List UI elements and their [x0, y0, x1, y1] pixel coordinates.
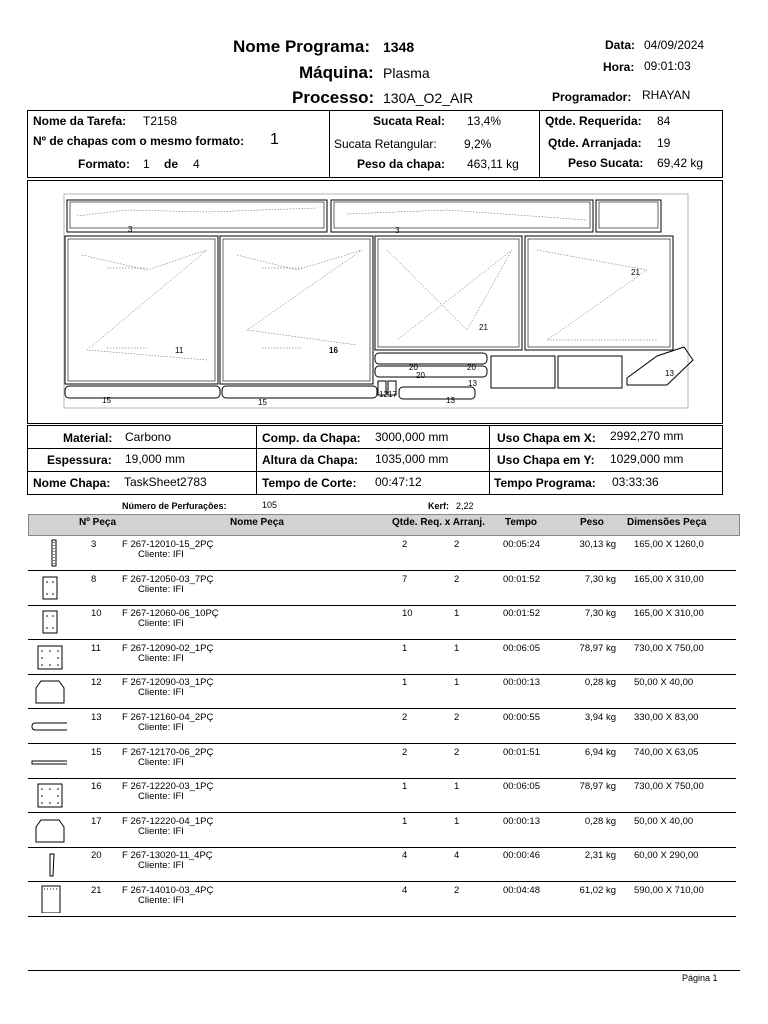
piece-peso: 2,31 kg — [584, 850, 616, 862]
piece-number: 21 — [91, 885, 102, 896]
piece-qtde-arr: 1 — [454, 642, 460, 654]
piece-dim: 50,00 X 40,00 — [634, 677, 694, 689]
peso-sucata-label: Peso Sucata: — [568, 156, 644, 170]
hora-value: 09:01:03 — [644, 59, 691, 73]
piece-qtde-req: 4 — [402, 850, 408, 862]
piece-number: 16 — [91, 781, 102, 793]
piece-peso: 0,28 kg — [584, 815, 616, 827]
piece-number: 12 — [91, 677, 102, 689]
piece-peso: 78,97 kg — [579, 642, 616, 654]
material-label: Material: — [63, 431, 113, 445]
piece-number: 13 — [91, 712, 102, 723]
piece-qtde-arr: 2 — [454, 885, 460, 896]
nesting-drawing — [27, 180, 723, 424]
piece-number: 15 — [91, 746, 102, 758]
piece-qtde-arr: 2 — [454, 746, 460, 758]
peso-chapa-value: 463,11 kg — [467, 157, 519, 171]
nest-label: 20 — [467, 363, 476, 372]
piece-tempo: 00:06:05 — [503, 781, 540, 793]
piece-name: F 267-12060-06_10PÇ — [122, 608, 219, 620]
piece-tempo: 00:06:05 — [503, 642, 540, 654]
piece-qtde-arr: 1 — [454, 815, 460, 827]
piece-qtde-req: 1 — [402, 781, 408, 793]
uso-y-label: Uso Chapa em Y: — [497, 453, 595, 467]
programador-value: RHAYAN — [642, 88, 691, 102]
piece-qtde-arr: 2 — [454, 539, 460, 550]
nest-label: 11 — [175, 346, 184, 355]
kerf-label: Kerf: — [428, 501, 450, 511]
piece-name: F 267-12220-04_1PÇ — [122, 815, 214, 827]
nest-label: 20 — [416, 371, 425, 380]
piece-peso: 7,30 kg — [584, 608, 616, 620]
espessura-value: 19,000 mm — [125, 452, 186, 466]
col-qtde-header: Qtde. Req. x Arranj. — [392, 517, 485, 528]
piece-dim: 165,00 X 310,00 — [634, 608, 704, 620]
nest-label: 17 — [388, 390, 397, 399]
perf-value: 105 — [262, 500, 278, 510]
piece-tempo: 00:01:52 — [503, 608, 540, 620]
table-row — [28, 536, 736, 571]
piece-qtde-req: 2 — [402, 712, 408, 723]
nest-label: 12 — [379, 390, 388, 399]
piece-tempo: 00:01:51 — [503, 746, 540, 758]
data-value: 04/09/2024 — [644, 38, 705, 52]
tempo-corte-value: 00:47:12 — [375, 475, 422, 489]
tempo-corte-label: Tempo de Corte: — [262, 476, 357, 490]
qtde-req-label: Qtde. Requerida: — [545, 114, 642, 128]
table-row — [28, 847, 736, 882]
piece-client: Cliente: IFI — [138, 618, 184, 630]
programa-label: Nome Programa: — [233, 37, 370, 56]
hora-label: Hora: — [603, 60, 635, 74]
piece-number: 8 — [91, 573, 97, 585]
nest-label: 15 — [258, 398, 267, 407]
piece-name: F 267-12010-15_2PÇ — [122, 539, 214, 550]
piece-client: Cliente: IFI — [138, 825, 184, 837]
programador-label: Programador: — [552, 90, 632, 104]
uso-y-value: 1029,000 mm — [610, 452, 684, 466]
table-row — [28, 778, 736, 813]
nest-label: 3 — [128, 225, 133, 234]
processo-label: Processo: — [292, 88, 375, 107]
piece-qtde-req: 2 — [402, 539, 408, 550]
piece-peso: 0,28 kg — [584, 677, 616, 689]
piece-peso: 3,94 kg — [584, 712, 616, 723]
piece-qtde-arr: 1 — [454, 608, 460, 620]
col-nome-header: Nome Peça — [230, 517, 284, 528]
piece-qtde-req: 4 — [402, 885, 408, 896]
piece-dim: 730,00 X 750,00 — [634, 781, 704, 793]
sucata-ret-label: Sucata Retangular: — [334, 137, 437, 151]
piece-qtde-arr: 1 — [454, 781, 460, 793]
peso-chapa-label: Peso da chapa: — [357, 157, 446, 171]
piece-tempo: 00:04:48 — [503, 885, 540, 896]
piece-number: 20 — [91, 850, 102, 862]
piece-peso: 61,02 kg — [579, 885, 616, 896]
col-dim-header: Dimensões Peça — [627, 517, 707, 528]
data-label: Data: — [605, 38, 636, 52]
table-row — [28, 709, 736, 744]
programa-value: 1348 — [383, 39, 415, 55]
piece-dim: 740,00 X 63,05 — [634, 746, 699, 758]
chapas-value: 1 — [270, 131, 279, 148]
sucata-real-value: 13,4% — [467, 114, 502, 128]
piece-tempo: 00:05:24 — [503, 539, 540, 550]
piece-qtde-req: 10 — [402, 608, 413, 620]
piece-dim: 165,00 X 1260,0 — [634, 539, 704, 550]
nome-chapa-value: TaskSheet2783 — [124, 475, 207, 489]
piece-number: 17 — [91, 815, 102, 827]
piece-qtde-arr: 4 — [454, 850, 460, 862]
piece-client: Cliente: IFI — [138, 791, 184, 803]
piece-tempo: 00:01:52 — [503, 573, 540, 585]
kerf-value: 2,22 — [456, 501, 474, 511]
table-row — [28, 605, 736, 640]
table-row — [28, 640, 736, 675]
altura-value: 1035,000 mm — [375, 452, 449, 466]
uso-x-label: Uso Chapa em X: — [497, 431, 596, 445]
piece-client: Cliente: IFI — [138, 583, 184, 595]
piece-tempo: 00:00:55 — [503, 712, 540, 723]
nest-label: 21 — [479, 323, 488, 332]
piece-tempo: 00:00:46 — [503, 850, 540, 862]
nest-label: 16 — [329, 346, 338, 355]
piece-name: F 267-14010-03_4PÇ — [122, 885, 214, 896]
table-row — [28, 571, 736, 606]
uso-x-value: 2992,270 mm — [610, 429, 684, 443]
table-row — [28, 744, 736, 779]
col-peso-header: Peso — [580, 517, 604, 528]
piece-qtde-arr: 2 — [454, 573, 460, 585]
nest-label: 13 — [446, 396, 455, 405]
piece-qtde-req: 1 — [402, 642, 408, 654]
piece-number: 10 — [91, 608, 102, 620]
qtde-req-value: 84 — [657, 114, 671, 128]
piece-name: F 267-12090-02_1PÇ — [122, 642, 214, 654]
altura-label: Altura da Chapa: — [262, 453, 359, 467]
maquina-label: Máquina: — [299, 63, 374, 82]
table-row — [28, 813, 736, 848]
nest-label: 21 — [631, 268, 640, 277]
nest-label: 3 — [395, 226, 400, 235]
sucata-real-label: Sucata Real: — [373, 114, 446, 128]
tarefa-label: Nome da Tarefa: — [33, 114, 127, 128]
piece-dim: 165,00 X 310,00 — [634, 573, 704, 585]
qtde-arr-label: Qtde. Arranjada: — [548, 136, 642, 150]
table-row — [28, 882, 736, 917]
nest-label: 13 — [468, 379, 477, 388]
tarefa-value: T2158 — [143, 114, 178, 128]
piece-name: F 267-12160-04_2PÇ — [122, 712, 214, 723]
nome-chapa-label: Nome Chapa: — [33, 476, 111, 490]
col-tempo-header: Tempo — [505, 517, 538, 528]
piece-number: 11 — [91, 642, 101, 654]
piece-qtde-req: 2 — [402, 746, 408, 758]
piece-dim: 730,00 X 750,00 — [634, 642, 704, 654]
comp-value: 3000,000 mm — [375, 430, 449, 444]
piece-client: Cliente: IFI — [138, 549, 184, 560]
chapas-label: Nº de chapas com o mesmo formato: — [33, 134, 245, 148]
formato-label: Formato: — [78, 157, 130, 171]
piece-client: Cliente: IFI — [138, 756, 184, 768]
piece-qtde-arr: 2 — [454, 712, 460, 723]
piece-peso: 7,30 kg — [584, 573, 616, 585]
tempo-prog-label: Tempo Programa: — [494, 476, 596, 490]
table-row — [28, 674, 736, 709]
processo-value: 130A_O2_AIR — [383, 90, 474, 106]
piece-qtde-req: 1 — [402, 815, 408, 827]
piece-client: Cliente: IFI — [138, 860, 184, 872]
piece-tempo: 00:00:13 — [503, 677, 540, 689]
espessura-label: Espessura: — [47, 453, 112, 467]
perf-label: Número de Perfurações: — [122, 501, 227, 511]
piece-peso: 78,97 kg — [579, 781, 616, 793]
page-number: Página 1 — [682, 973, 718, 983]
nest-label: 15 — [102, 396, 111, 405]
nest-label: 20 — [409, 363, 418, 372]
piece-dim: 60,00 X 290,00 — [634, 850, 699, 862]
piece-client: Cliente: IFI — [138, 722, 184, 733]
formato-de: de — [164, 157, 179, 171]
piece-name: F 267-12050-03_7PÇ — [122, 573, 214, 585]
comp-label: Comp. da Chapa: — [262, 431, 361, 445]
piece-client: Cliente: IFI — [138, 895, 184, 906]
piece-tempo: 00:00:13 — [503, 815, 540, 827]
piece-dim: 50,00 X 40,00 — [634, 815, 694, 827]
formato-value: 1 — [143, 157, 150, 171]
piece-client: Cliente: IFI — [138, 687, 184, 699]
piece-qtde-req: 1 — [402, 677, 408, 689]
piece-client: Cliente: IFI — [138, 652, 184, 664]
material-value: Carbono — [125, 430, 172, 444]
tempo-prog-value: 03:33:36 — [612, 475, 659, 489]
peso-sucata-value: 69,42 kg — [657, 156, 704, 170]
piece-number: 3 — [91, 539, 97, 550]
piece-peso: 6,94 kg — [584, 746, 616, 758]
qtde-arr-value: 19 — [657, 136, 671, 150]
maquina-value: Plasma — [383, 65, 430, 81]
piece-qtde-req: 7 — [402, 573, 408, 585]
piece-name: F 267-12220-03_1PÇ — [122, 781, 214, 793]
piece-dim: 590,00 X 710,00 — [634, 885, 704, 896]
piece-dim: 330,00 X 83,00 — [634, 712, 699, 723]
col-num-header: Nº Peça — [79, 517, 117, 528]
piece-name: F 267-12170-06_2PÇ — [122, 746, 214, 758]
piece-name: F 267-12090-03_1PÇ — [122, 677, 214, 689]
piece-name: F 267-13020-11_4PÇ — [122, 850, 213, 862]
nest-label: 13 — [665, 369, 674, 378]
sucata-ret-value: 9,2% — [464, 137, 492, 151]
formato-total: 4 — [193, 157, 200, 171]
piece-qtde-arr: 1 — [454, 677, 460, 689]
piece-peso: 30,13 kg — [579, 539, 616, 550]
